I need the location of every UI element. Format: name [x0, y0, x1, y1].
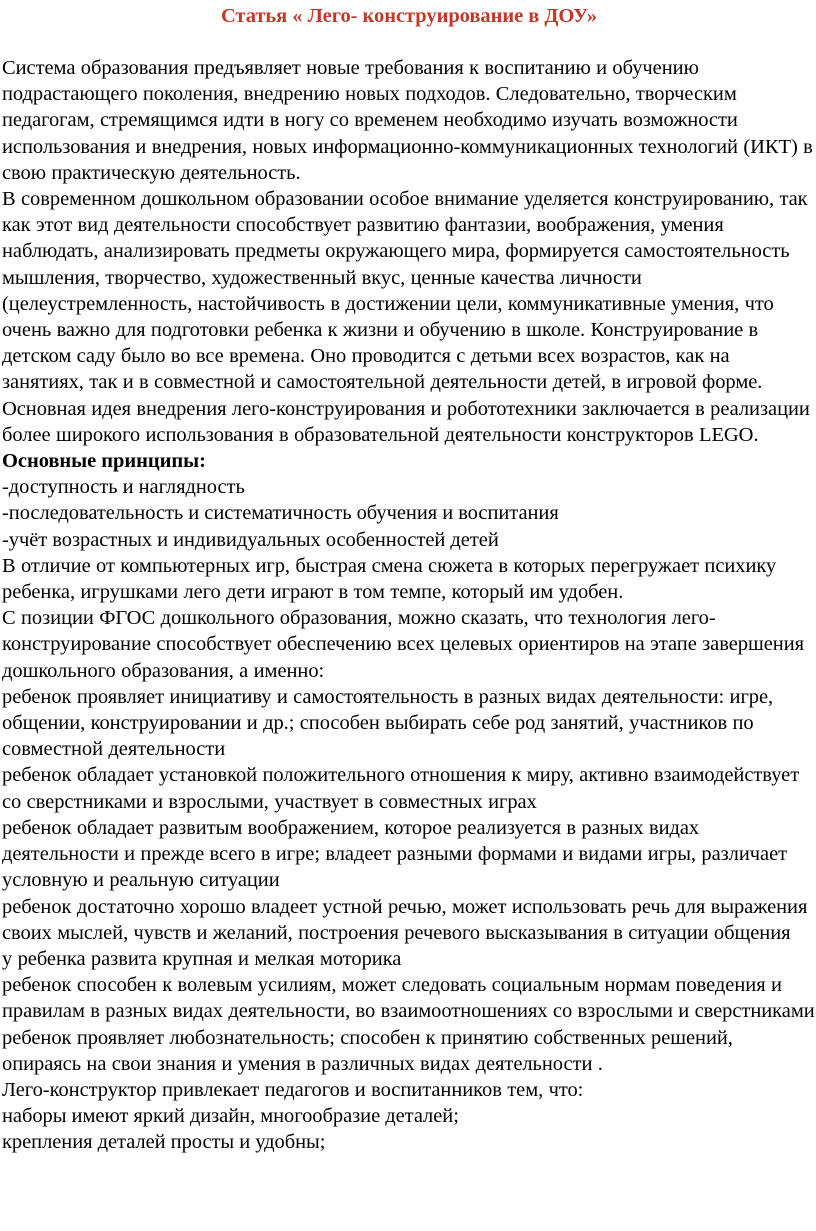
target-item: ребенок достаточно хорошо владеет устной речью, может использовать речь для выражения своих мыслей, чувств и желаний, построения речевого высказывания в ситуации общения	[2, 895, 808, 944]
principles-heading: Основные принципы:	[2, 450, 206, 473]
target-item: ребенок обладает развитым воображением, которое реализуется в разных видах деятельности и прежде всего в игре; владеет разными формами и видами игры, различает условную и реальную ситуации	[2, 816, 788, 892]
target-item: ребенок обладает установкой положительного отношения к миру, активно взаимодействует со сверстниками и взрослыми, участвует в совместных играх	[2, 764, 800, 813]
principle-item: -доступность и наглядность	[2, 476, 245, 499]
paragraph-intro: Система образования предъявляет новые требования к воспитанию и обучению подрастающего поколения, внедрению новых подходов. Следовательно, творческим педагогам, стремящимся идти в ногу со временем необходимо изучать возможности использования и внедрения, новых информационно-коммуникационных технологий (ИКТ) в свою практическую деятельность.	[2, 57, 813, 184]
target-item: ребенок проявляет инициативу и самостоятельность в разных видах деятельности: игре, общении, конструировании и др.; способен выбирать себе род занятий, участников по совместной деятельности	[2, 685, 774, 761]
principle-item: -учёт возрастных и индивидуальных особенностей детей	[2, 528, 499, 551]
paragraph-modern-education: В современном дошкольном образовании особое внимание уделяется конструированию, так как этот вид деятельности способствует развитию фантазии, воображения, умения наблюдать, анализировать предметы окружающего мира, формируется самостоятельность мышления, творчество, художественный вкус, ценные качества личности (целеустремленность, настойчивость в достижении цели, коммуникативные умения, что очень важно для подготовки ребенка к жизни и обучению в школе. Конструирование в детском саду было во все времена. Оно проводится с детьми всех возрастов, как на занятиях, так и в совместной и самостоятельной деятельности детей, в игровой форме. Основная идея внедрения лего-конструирования и робототехники заключается в реализации более широкого использования в образовательной деятельности конструкторов LEGO.	[2, 188, 810, 446]
target-item: у ребенка развита крупная и мелкая моторика	[2, 947, 402, 970]
document-title: Статья « Лего- конструирование в ДОУ»	[220, 5, 598, 27]
paragraph-fgos: С позиции ФГОС дошкольного образования, можно сказать, что технология лего-конструирование способствует обеспечению всех целевых ориентиров на этапе завершения дошкольного образования, а именно:	[2, 607, 804, 682]
target-item: ребенок проявляет любознательность; способен к принятию собственных решений, опираясь на свои знания и умения в различных видах деятельности .	[2, 1026, 733, 1075]
paragraph-lego-attracts: Лего-конструктор привлекает педагогов и воспитанников тем, что:	[2, 1078, 584, 1101]
principle-item: -последовательность и систематичность обучения и воспитания	[2, 502, 559, 525]
feature-item: наборы имеют яркий дизайн, многообразие деталей;	[2, 1105, 459, 1128]
target-item: ребенок способен к волевым усилиям, может следовать социальным нормам поведения и правилам в разных видах деятельности, во взаимоотношениях со взрослыми и сверстниками	[2, 974, 815, 1023]
paragraph-computer-games: В отличие от компьютерных игр, быстрая смена сюжета в которых перегружает психику ребенка, игрушками лего дети играют в том темпе, который им удобен.	[2, 554, 777, 604]
feature-item: крепления деталей просты и удобны;	[2, 1131, 326, 1154]
